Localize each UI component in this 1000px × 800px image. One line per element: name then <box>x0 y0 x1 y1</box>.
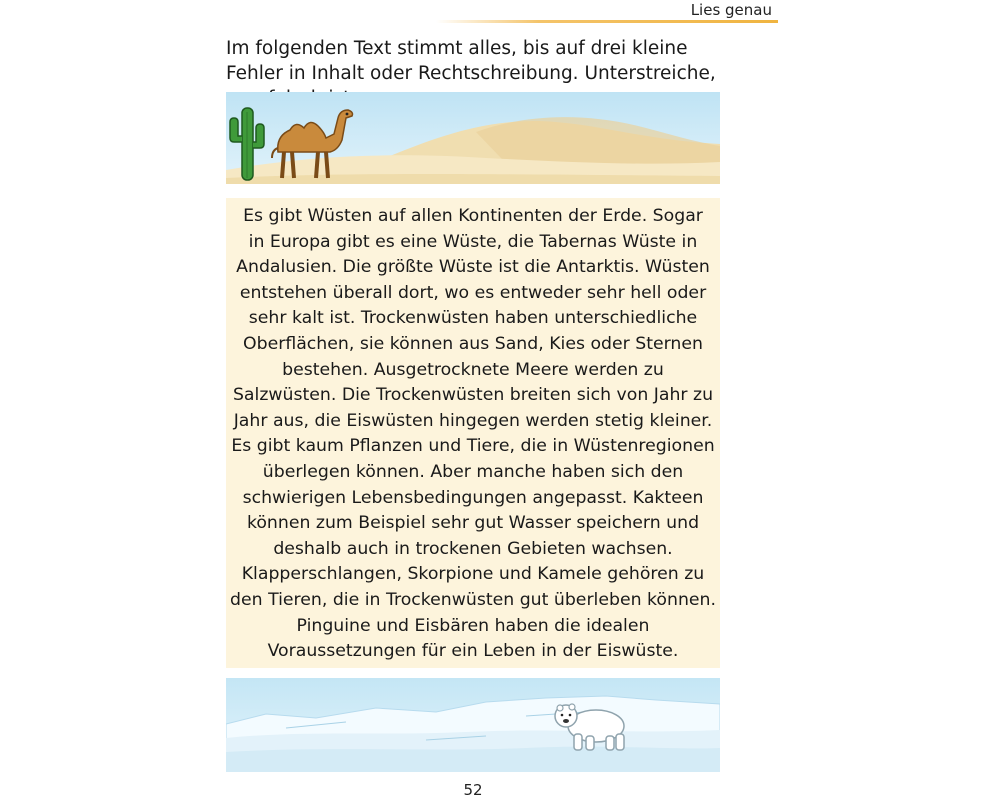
story-line: Salzwüsten. Die Trockenwüsten breiten sich von Jahr zu <box>232 385 714 406</box>
story-line: Es gibt Wüsten auf allen Kontinenten der Erde. Sogar <box>243 206 703 226</box>
desert-illustration <box>226 92 720 184</box>
story-line: deshalb auch in trockenen Gebieten wachsen. <box>273 538 673 559</box>
ice-illustration <box>226 678 720 772</box>
story-line: Jahr aus, die Eiswüsten hingegen werden stetig kleiner. <box>233 410 713 431</box>
story-line: können zum Beispiel sehr gut Wasser speichern und <box>246 513 700 534</box>
story-line: Andalusien. Die größte Wüste ist die Antarktis. Wüsten <box>236 257 710 278</box>
header-accent-line <box>436 20 778 23</box>
story-text <box>226 204 720 665</box>
story-line: Voraussetzungen für ein Leben in der Eiswüste. <box>267 641 679 662</box>
story-line: Es gibt kaum Pflanzen und Tiere, die in Wüstenregionen <box>231 436 715 457</box>
story-line: Klapperschlangen, Skorpione und Kamele gehören zu <box>241 564 705 585</box>
story-box <box>226 198 720 668</box>
story-line: sehr kalt ist. Trockenwüsten haben unterschiedliche <box>248 308 698 329</box>
story-line: Pinguine und Eisbären haben die idealen <box>296 615 650 636</box>
section-label: Lies genau <box>690 1 772 19</box>
story-line: den Tieren, die in Trockenwüsten gut überleben können. <box>230 589 716 610</box>
story-line: in Europa gibt es eine Wüste, die Tabernas Wüste in <box>248 231 698 252</box>
story-line: überlegen können. Aber manche haben sich den <box>262 461 684 482</box>
story-line: entstehen überall dort, wo es entweder sehr hell oder <box>239 282 707 303</box>
story-line: Oberflächen, sie können aus Sand, Kies oder Sternen <box>243 333 703 354</box>
page-number: 52 <box>463 781 483 799</box>
instruction-text: Im folgenden Text stimmt alles, bis auf drei kleine Fehler in Inhalt oder Rechtschreibung. Unterstreiche, <box>226 38 716 84</box>
story-line: schwierigen Lebensbedingungen angepasst. Kakteen <box>242 487 704 508</box>
story-line: bestehen. Ausgetrocknete Meere werden zu <box>282 359 664 380</box>
